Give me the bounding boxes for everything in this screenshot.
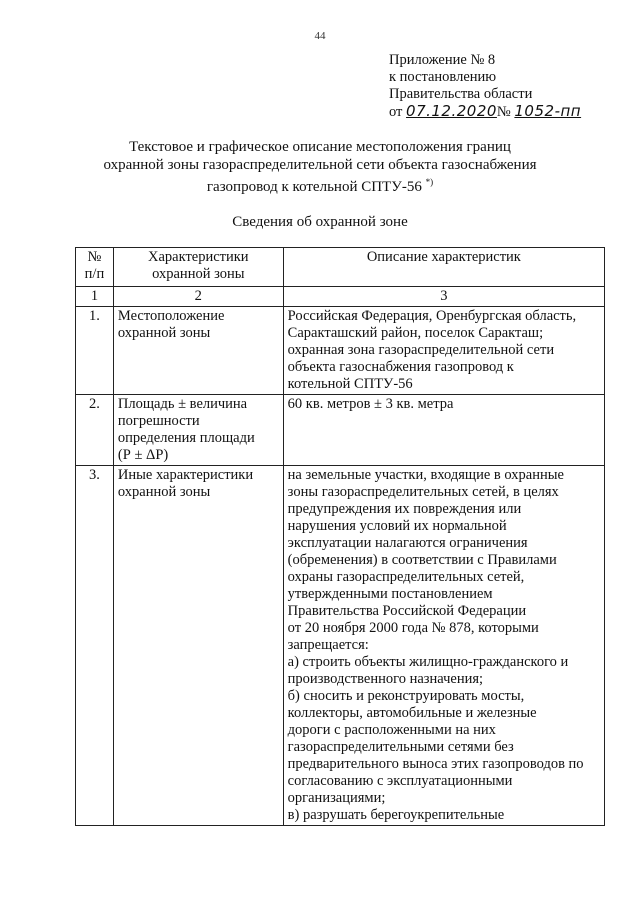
table-row bbox=[76, 307, 605, 395]
table-row bbox=[76, 466, 605, 826]
row-characteristic: Иные характеристики охранной зоны bbox=[113, 466, 283, 826]
section-title: Сведения об охранной зоне bbox=[232, 214, 408, 230]
handwritten-date: 07.12.2020 bbox=[406, 102, 497, 120]
column-number-row bbox=[76, 287, 605, 307]
header-description: Описание характеристик bbox=[283, 248, 604, 287]
title-line-1: Текстовое и графическое описание местоположения границ bbox=[129, 139, 511, 155]
row-characteristic: Местоположение охранной зоны bbox=[113, 307, 283, 395]
from-label: от bbox=[389, 104, 403, 120]
header-num: № п/п bbox=[76, 248, 114, 287]
appendix-line-3: Правительства области bbox=[389, 86, 533, 102]
row-description: на земельные участки, входящие в охранные зоны газораспределительных сетей, в целях предупреждения их повреждения или нарушения условий их нормальной эксплуатации налагаются ограничения (обременения) в соответствии с Правилами охраны газораспределительных сетей, утвержденными постановлением Правительства Российской Федерации от 20 ноября 2000 года № 878, которыми запрещается: а) строить объекты жилищно-гражданского и производственного назначения; б) сносить и реконструировать мосты, коллекторы, автомобильные и железные дороги с расположенными на них газораспределительными сетями без предварительного выноса этих газопроводов по согласованию с эксплуатационными организациями; в) разрушать берегоукрепительные bbox=[283, 466, 604, 826]
row-number: 1. bbox=[76, 307, 114, 395]
appendix-line-1: Приложение № 8 bbox=[389, 52, 496, 68]
title-line-2: охранной зоны газораспределительной сети объекта газоснабжения bbox=[103, 156, 537, 173]
page-number: 44 bbox=[314, 30, 326, 42]
row-description: 60 кв. метров ± 3 кв. метра bbox=[283, 395, 604, 466]
col-number-1: 1 bbox=[76, 287, 114, 307]
table-header-row bbox=[76, 248, 605, 287]
number-label: № bbox=[496, 104, 511, 120]
table-row bbox=[76, 395, 605, 466]
row-number: 3. bbox=[76, 466, 114, 826]
col-number-3: 3 bbox=[283, 287, 604, 307]
title-line-3-text: газопровод к котельной СПТУ-56 bbox=[206, 179, 422, 195]
title-line-3 bbox=[60, 174, 580, 197]
header-characteristics: Характеристики охранной зоны bbox=[113, 248, 283, 287]
row-description: Российская Федерация, Оренбургская область, Саракташский район, поселок Саракташ; охранная зона газораспределительной сети объекта газоснабжения газопровод к котельной СПТУ-56 bbox=[283, 307, 604, 395]
document-title bbox=[60, 139, 580, 197]
row-characteristic: Площадь ± величина погрешности определения площади (Р ± ΔР) bbox=[113, 395, 283, 466]
footnote-mark: *) bbox=[425, 177, 434, 187]
col-number-2: 2 bbox=[113, 287, 283, 307]
handwritten-number: 1052-пп bbox=[514, 102, 582, 120]
appendix-date-line bbox=[389, 103, 581, 121]
appendix-block bbox=[389, 52, 581, 121]
appendix-line-2: к постановлению bbox=[389, 69, 497, 85]
protection-zone-table bbox=[75, 247, 605, 826]
row-number: 2. bbox=[76, 395, 114, 466]
